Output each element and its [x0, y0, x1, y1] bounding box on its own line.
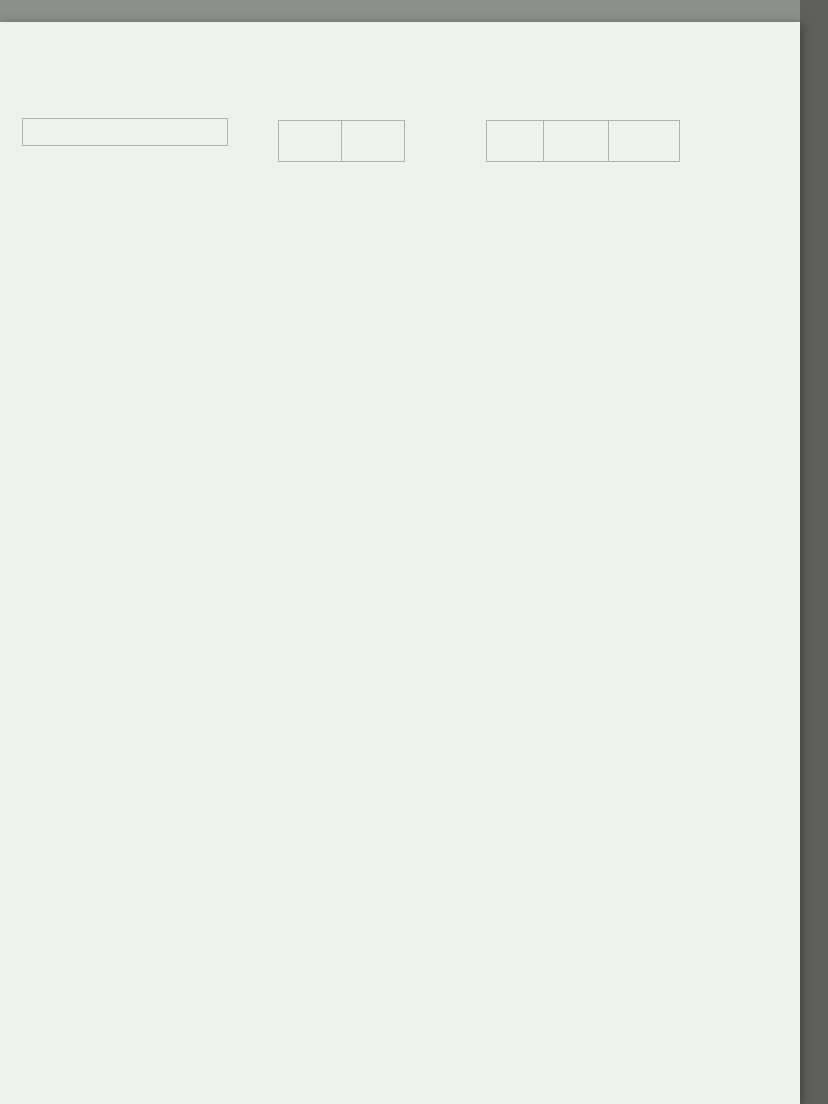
header-change: [608, 120, 680, 162]
background-top: [0, 0, 828, 22]
header-2016-votes: [486, 120, 544, 162]
header-total: [341, 120, 405, 162]
header-2016-total: [543, 120, 609, 162]
change-chart: [20, 860, 720, 1060]
background-edge: [800, 0, 828, 1104]
header-totals: [278, 120, 342, 162]
header-candidate: [22, 118, 228, 146]
